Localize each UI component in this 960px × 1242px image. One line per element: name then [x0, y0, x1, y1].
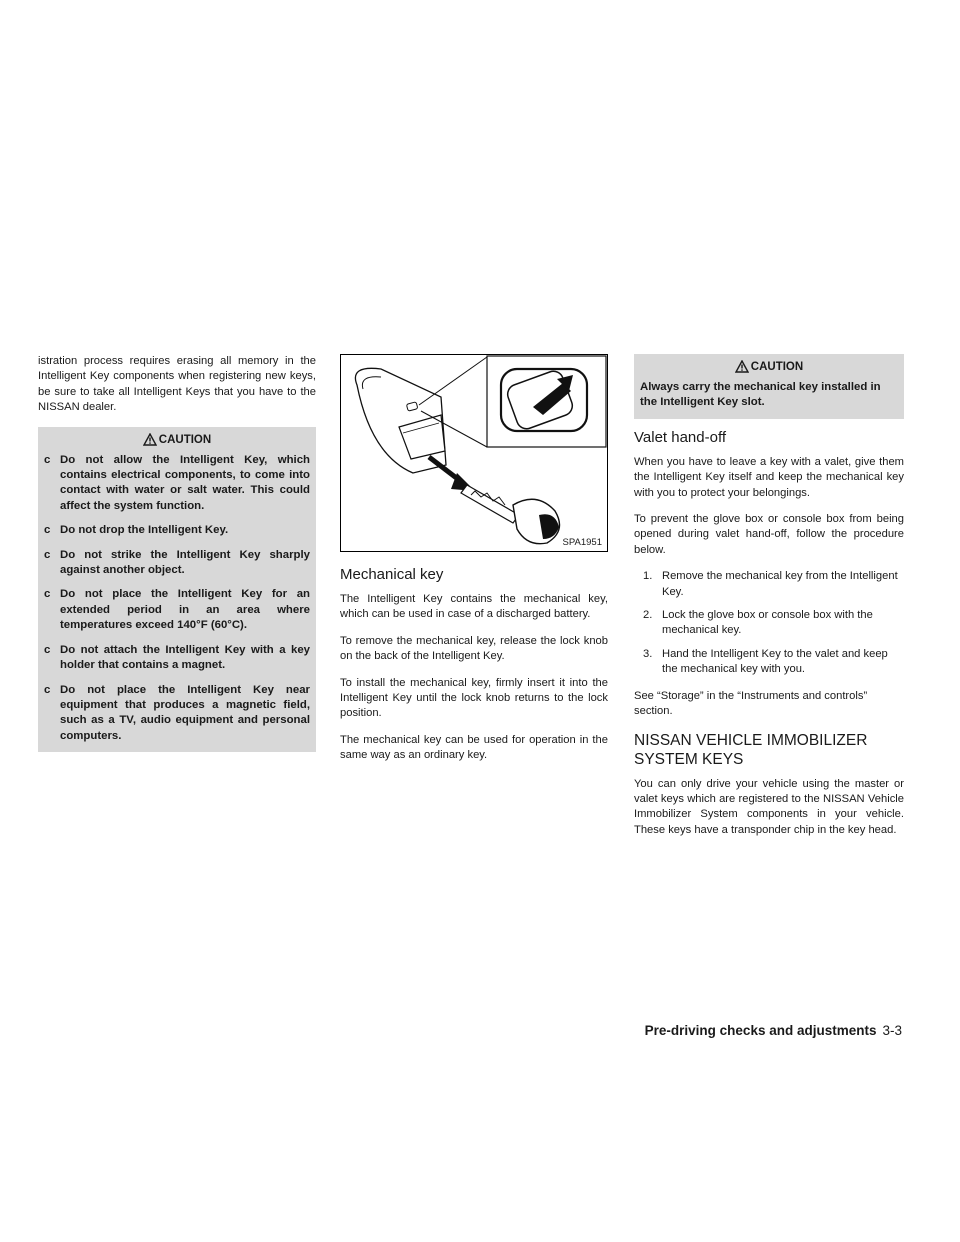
warning-icon [735, 360, 749, 373]
warning-icon [143, 433, 157, 446]
key-illustration-svg [341, 355, 607, 551]
caution-header [640, 358, 898, 376]
valet-heading: Valet hand-off [634, 428, 727, 446]
intro-paragraph: istration process requires erasing all memory in the Intelligent Key components when registering new keys, be sure to take all Intelligent Keys that you have to the NISSAN dealer. [38, 355, 316, 414]
caution-item: c Do not strike the Intelligent Key sharply against another object. [44, 548, 310, 577]
bullet: c [44, 643, 51, 656]
step-item: 3. Hand the Intelligent Key to the valet and keep the mechanical key with you. [643, 647, 888, 676]
caution-item: c Do not place the Intelligent Key near equipment that produces a magnetic field, such as a TV, audio equipment and personal computers. [44, 683, 310, 742]
caution-item: c Do not drop the Intelligent Key. [44, 523, 310, 538]
middle-column [340, 354, 608, 775]
caution-title: CAUTION [158, 433, 212, 446]
caution-box-2 [634, 354, 904, 419]
paragraph: To remove the mechanical key, release the lock knob on the back of the Intelligent Key. [340, 634, 608, 663]
paragraph: To install the mechanical key, firmly insert it into the Intelligent Key until the lock knob returns to the lock position. [340, 676, 608, 720]
right-column [634, 354, 904, 849]
caution-header [44, 431, 310, 449]
step-item: 2. Lock the glove box or console box with the mechanical key. [643, 609, 873, 637]
left-column [38, 354, 316, 752]
caution-text: Always carry the mechanical key installed in the Intelligent Key slot. [640, 381, 881, 409]
paragraph: You can only drive your vehicle using the master or valet keys which are registered to the NISSAN Vehicle Immobilizer System components in your vehicle. These keys have a transponder chip in the key head. [634, 777, 904, 836]
caution-title: CAUTION [750, 361, 804, 373]
bullet: c [44, 548, 51, 561]
page-footer [632, 1022, 902, 1040]
bullet: c [44, 588, 51, 601]
bullet: c [44, 453, 51, 466]
valet-steps [634, 569, 904, 677]
paragraph: The mechanical key can be used for operation in the same way as an ordinary key. [340, 733, 608, 762]
paragraph: To prevent the glove box or console box from being opened during valet hand-off, follow the procedure below. [634, 513, 904, 556]
caution-box [38, 427, 316, 753]
bullet: c [44, 524, 51, 537]
see-reference: See “Storage” in the “Instruments and controls” section. [634, 689, 868, 718]
step-item: 1. Remove the mechanical key from the Intelligent Key. [643, 570, 898, 598]
caution-list [44, 453, 310, 745]
caution-item: c Do not allow the Intelligent Key, which contains electrical components, to come into contact with water or salt water. This could affect the system function. [44, 453, 310, 512]
immobilizer-heading: NISSAN VEHICLE IMMOBILIZER SYSTEM KEYS [634, 731, 868, 768]
paragraph: When you have to leave a key with a valet, give them the Intelligent Key itself and keep the mechanical key with you to protect your belongings. [634, 455, 904, 499]
mechanical-key-illustration [340, 354, 608, 552]
bullet: c [44, 683, 51, 696]
caution-item: c Do not place the Intelligent Key for an extended period in an area where temperatures exceed 140°F (60°C). [44, 588, 310, 632]
caution-item: c Do not attach the Intelligent Key with a key holder that contains a magnet. [44, 643, 310, 672]
figure-label: SPA1951 [562, 537, 602, 548]
page-number: 3-3 [882, 1023, 902, 1038]
footer-section-title: Pre-driving checks and adjustments [644, 1023, 877, 1038]
paragraph: The Intelligent Key contains the mechanical key, which can be used in case of a discharged battery. [340, 593, 608, 621]
mechanical-key-heading: Mechanical key [340, 566, 444, 583]
